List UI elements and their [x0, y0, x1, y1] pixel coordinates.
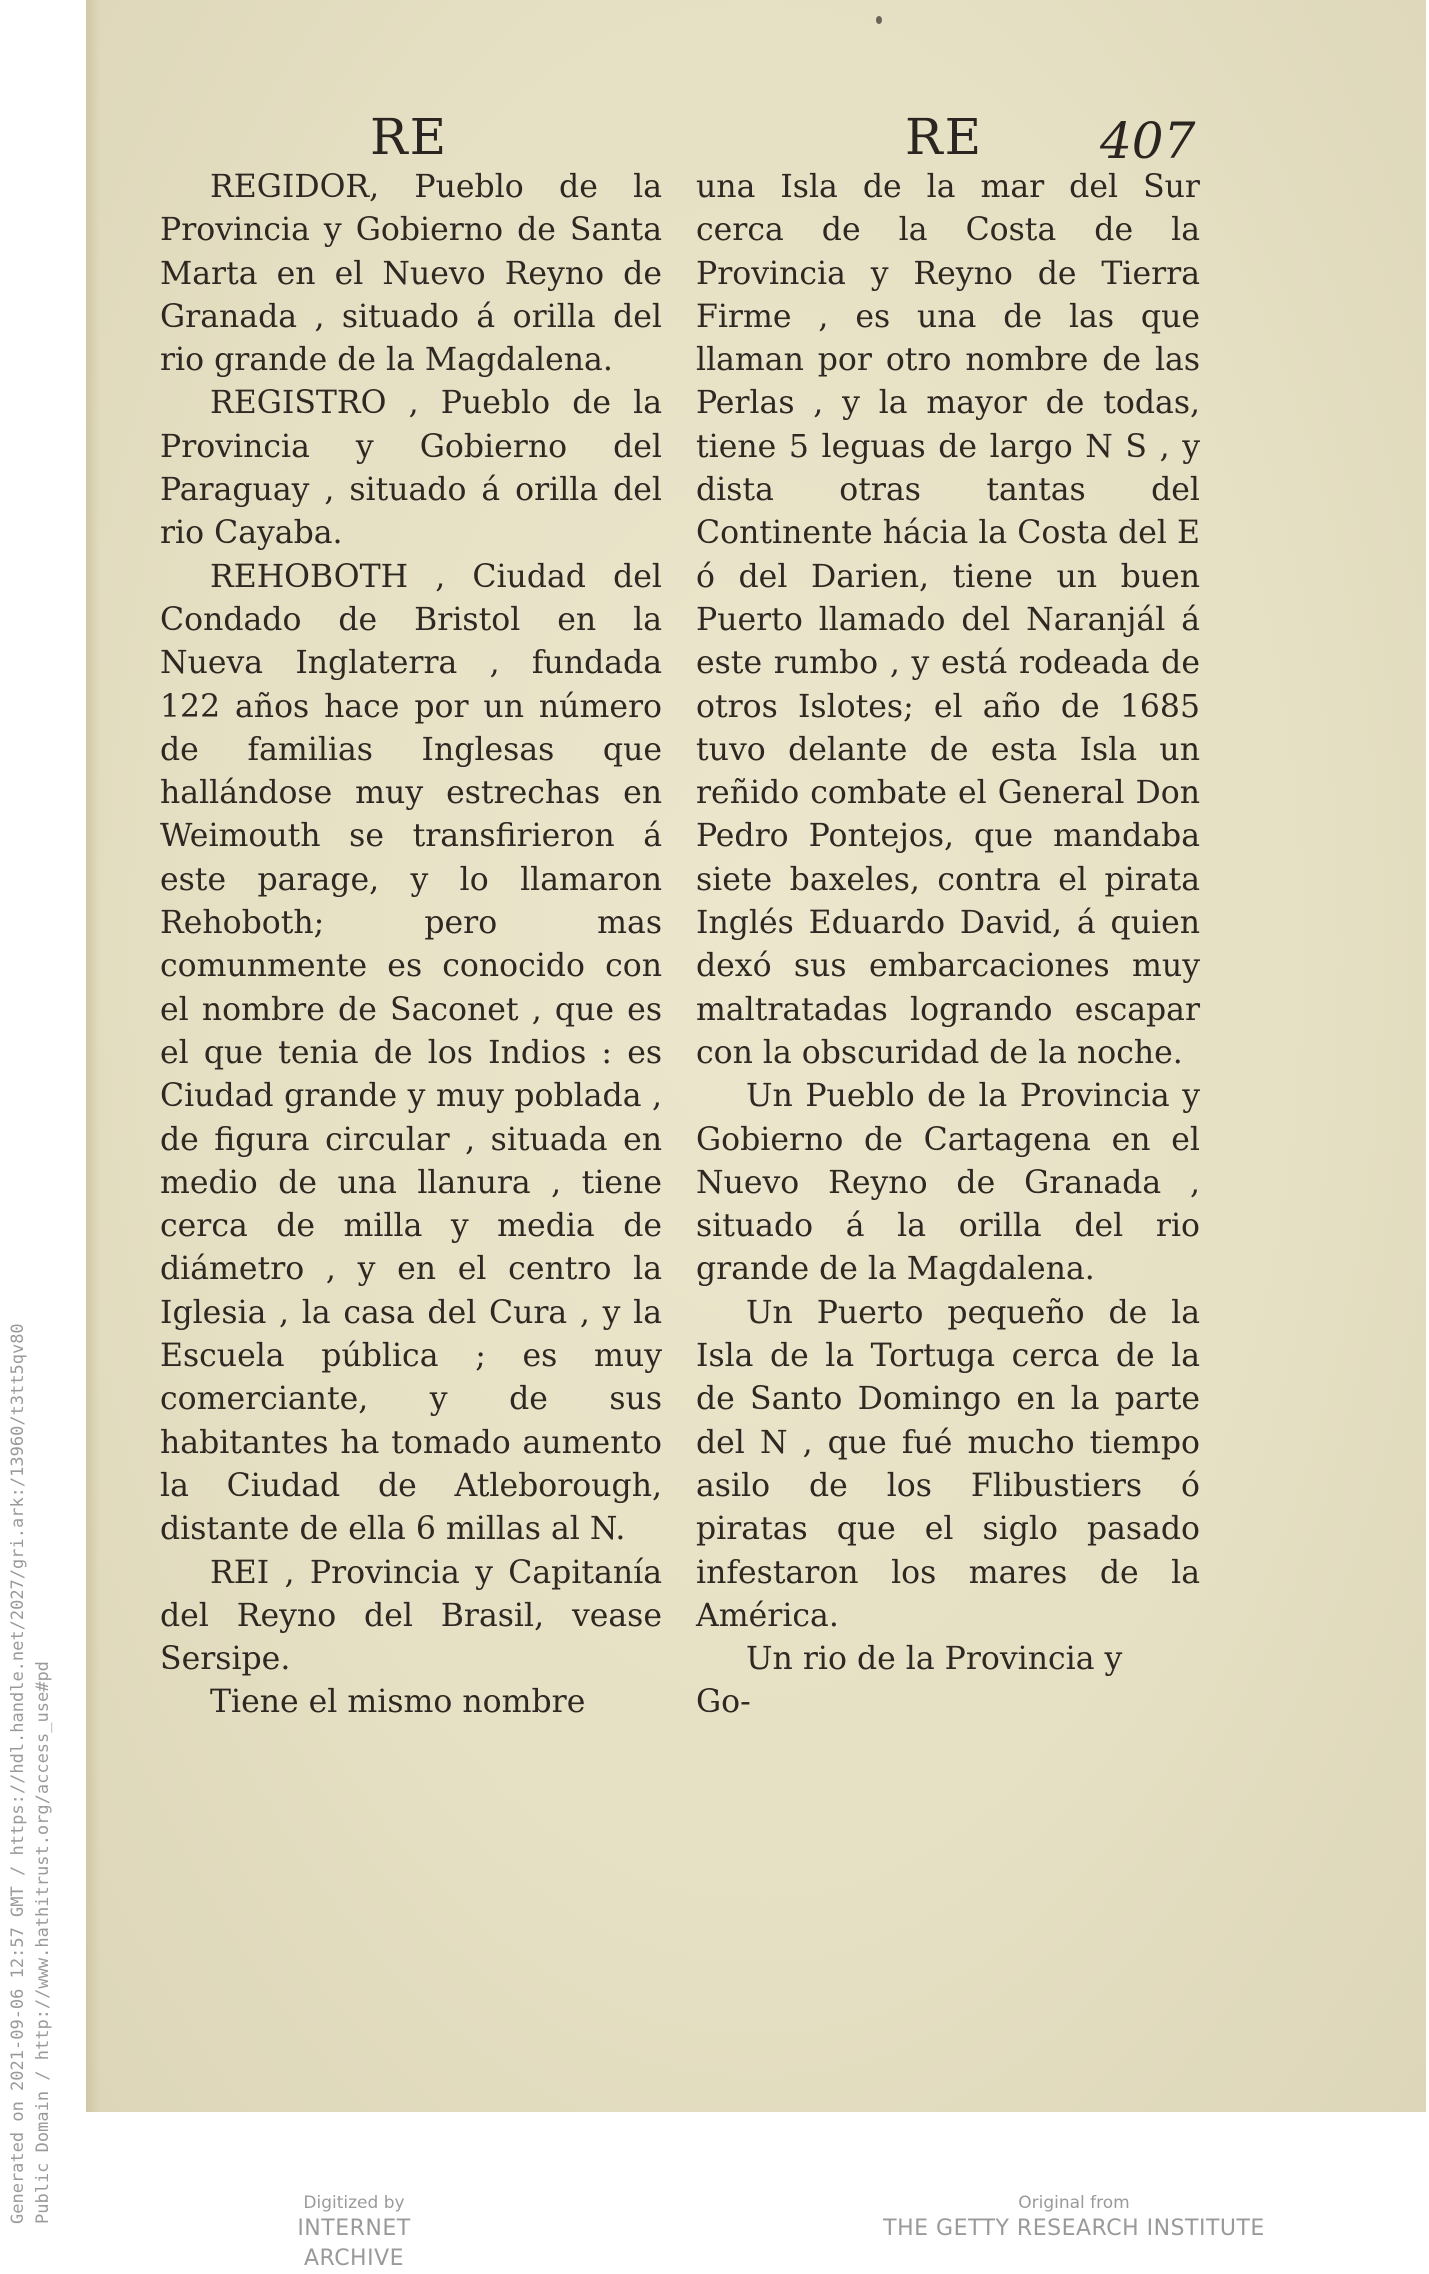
- entry-rio: Un rio de la Provincia y: [746, 1641, 1123, 1678]
- right-text-column: [696, 166, 1200, 1725]
- hathitrust-watermark: [6, 1094, 56, 2224]
- entry-regidor: REGIDOR, Pueblo de la Provincia y Gobierno de Santa Marta en el Nuevo Reyno de Granada , situado á orilla del rio grande de la Magdalena.: [160, 169, 662, 379]
- entry-registro: REGISTRO , Pueblo de la Provincia y Gobierno del Paraguay , situado á orilla del rio Cayaba.: [160, 385, 662, 552]
- entry-rei: REI , Provincia y Capitanía del Reyno del Brasil, vease Sersipe.: [160, 1554, 662, 1678]
- digitized-by-label: Digitized by: [303, 2193, 405, 2213]
- entry-rehoboth: REHOBOTH , Ciudad del Condado de Bristol en la Nueva Inglaterra , fundada 122 años hace por un número de familias Inglesas que hallándose muy estrechas en Weimouth se transfirieron á este parage, y lo llamaron Rehoboth; pero mas comunmente es conocido con el nombre de Saconet , que es el que tenia de los Indios : es Ciudad grande y muy poblada , de figura circular , situada en medio de una llanura , tiene cerca de milla y media de diámetro , y en el centro la Iglesia , la casa del Cura , y la Escuela pública ; es muy comerciante, y de sus habitantes ha tomado aumento la Ciudad de Atleborough, distante de ella 6 millas al N.: [160, 558, 662, 1548]
- left-text-column: [160, 166, 662, 1725]
- getty-label: THE GETTY RESEARCH INSTITUTE: [883, 2216, 1265, 2241]
- entry-pueblo-cartagena: Un Pueblo de la Provincia y Gobierno de Cartagena en el Nuevo Reyno de Granada , situado á la orilla del rio grande de la Magdalena.: [696, 1078, 1200, 1288]
- rights-line: Public Domain / http://www.hathitrust.org/access_use#pd: [33, 1661, 53, 2224]
- entry-isla-continued: una Isla de la mar del Sur cerca de la Costa de la Provincia y Reyno de Tierra Firme , es una de las que llaman por otro nombre de las Perlas , y la mayor de todas, tiene 5 leguas de largo N S , y dista otras tantas del Continente hácia la Costa del E ó del Darien, tiene un buen Puerto llamado del Naranjál á este rumbo , y está rodeada de otros Islotes; el año de 1685 tuvo delante de esta Isla un reñido combate el General Don Pedro Pontejos, que mandaba siete baxeles, contra el pirata Inglés Eduardo David, á quien dexó sus embarcaciones muy maltratadas logrando escapar con la obscuridad de la noche.: [696, 169, 1200, 1071]
- original-from-credit: [876, 2192, 1272, 2244]
- digitized-by-credit: [244, 2192, 464, 2274]
- original-from-label: Original from: [1018, 2193, 1130, 2213]
- ink-speck: [876, 16, 882, 24]
- page-number: 407: [1100, 112, 1196, 170]
- entry-rei-continued: Tiene el mismo nombre: [210, 1684, 586, 1721]
- running-header-left: RE: [370, 108, 449, 166]
- catchword: Go-: [696, 1684, 751, 1721]
- running-header-right: RE: [905, 108, 984, 166]
- page-gutter-shadow: [86, 0, 100, 2112]
- internet-archive-label: INTERNET ARCHIVE: [297, 2216, 411, 2271]
- entry-puerto-tortuga: Un Puerto pequeño de la Isla de la Tortuga cerca de la de Santo Domingo en la parte del N , que fué mucho tiempo asilo de los Flibustiers ó piratas que el siglo pasado infestaron los mares de la América.: [696, 1294, 1200, 1634]
- generated-line: Generated on 2021-09-06 12:57 GMT / https://hdl.handle.net/2027/gri.ark:/13960/t3tt5qv80: [8, 1323, 28, 2224]
